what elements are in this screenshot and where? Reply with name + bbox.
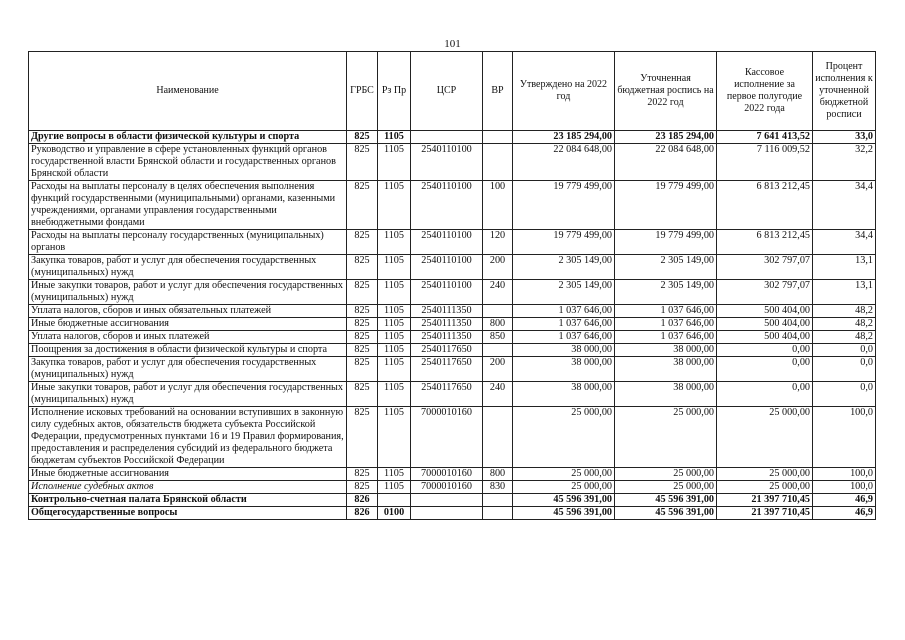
cell-grbs: 826	[347, 494, 378, 507]
cell-refined: 38 000,00	[615, 344, 717, 357]
cell-csr: 2540110100	[411, 144, 483, 181]
cell-name: Уплата налогов, сборов и иных обязательных платежей	[29, 305, 347, 318]
cell-vr	[483, 507, 513, 520]
table-row	[29, 468, 876, 481]
cell-csr	[411, 507, 483, 520]
cell-grbs: 825	[347, 181, 378, 230]
cell-cash: 0,00	[717, 382, 813, 407]
cell-approved: 1 037 646,00	[513, 305, 615, 318]
cell-refined: 1 037 646,00	[615, 305, 717, 318]
cell-name: Другие вопросы в области физической культуры и спорта	[29, 131, 347, 144]
cell-cash: 21 397 710,45	[717, 494, 813, 507]
cell-refined: 2 305 149,00	[615, 280, 717, 305]
cell-approved: 25 000,00	[513, 468, 615, 481]
cell-vr	[483, 494, 513, 507]
cell-approved: 45 596 391,00	[513, 507, 615, 520]
cell-name: Закупка товаров, работ и услуг для обеспечения государственных (муниципальных) нужд	[29, 255, 347, 280]
cell-grbs: 825	[347, 357, 378, 382]
cell-approved: 22 084 648,00	[513, 144, 615, 181]
cell-rzpr: 1105	[378, 181, 411, 230]
table-row	[29, 494, 876, 507]
cell-refined: 2 305 149,00	[615, 255, 717, 280]
cell-csr: 7000010160	[411, 468, 483, 481]
cell-csr: 2540110100	[411, 255, 483, 280]
cell-refined: 25 000,00	[615, 481, 717, 494]
cell-grbs: 826	[347, 507, 378, 520]
cell-refined: 45 596 391,00	[615, 494, 717, 507]
cell-rzpr: 1105	[378, 331, 411, 344]
cell-refined: 25 000,00	[615, 468, 717, 481]
cell-rzpr: 1105	[378, 357, 411, 382]
header-refined: Уточненная бюджетная роспись на 2022 год	[615, 52, 717, 131]
cell-approved: 19 779 499,00	[513, 230, 615, 255]
cell-rzpr: 0100	[378, 507, 411, 520]
cell-csr: 7000010160	[411, 407, 483, 468]
cell-percent: 34,4	[813, 230, 876, 255]
cell-csr: 2540110100	[411, 280, 483, 305]
cell-grbs: 825	[347, 255, 378, 280]
cell-csr: 2540117650	[411, 382, 483, 407]
cell-name: Контрольно-счетная палата Брянской области	[29, 494, 347, 507]
cell-approved: 38 000,00	[513, 382, 615, 407]
cell-rzpr: 1105	[378, 382, 411, 407]
cell-cash: 302 797,07	[717, 255, 813, 280]
table-row	[29, 280, 876, 305]
header-csr: ЦСР	[411, 52, 483, 131]
cell-percent: 13,1	[813, 280, 876, 305]
cell-vr: 200	[483, 357, 513, 382]
cell-vr: 100	[483, 181, 513, 230]
cell-csr: 2540117650	[411, 344, 483, 357]
cell-grbs: 825	[347, 318, 378, 331]
table-row	[29, 407, 876, 468]
cell-approved: 2 305 149,00	[513, 255, 615, 280]
header-vr: ВР	[483, 52, 513, 131]
cell-name: Иные бюджетные ассигнования	[29, 468, 347, 481]
cell-approved: 2 305 149,00	[513, 280, 615, 305]
cell-grbs: 825	[347, 331, 378, 344]
cell-rzpr: 1105	[378, 255, 411, 280]
cell-csr: 7000010160	[411, 481, 483, 494]
cell-vr: 240	[483, 382, 513, 407]
cell-refined: 23 185 294,00	[615, 131, 717, 144]
cell-name: Руководство и управление в сфере установленных функций органов государственной власти Брянской области и государственных органов Брянской области	[29, 144, 347, 181]
cell-percent: 0,0	[813, 344, 876, 357]
cell-cash: 0,00	[717, 344, 813, 357]
cell-name: Расходы на выплаты персоналу в целях обеспечения выполнения функций государственными (муниципальными) органами, казенными учреждениями, органами управления государственными внебюджетными фондами	[29, 181, 347, 230]
cell-csr	[411, 494, 483, 507]
cell-cash: 21 397 710,45	[717, 507, 813, 520]
cell-approved: 19 779 499,00	[513, 181, 615, 230]
cell-rzpr: 1105	[378, 318, 411, 331]
cell-grbs: 825	[347, 481, 378, 494]
cell-vr	[483, 131, 513, 144]
table-body	[29, 131, 876, 520]
cell-rzpr: 1105	[378, 468, 411, 481]
cell-approved: 1 037 646,00	[513, 318, 615, 331]
cell-refined: 22 084 648,00	[615, 144, 717, 181]
cell-refined: 1 037 646,00	[615, 331, 717, 344]
cell-approved: 25 000,00	[513, 407, 615, 468]
table-row	[29, 144, 876, 181]
cell-approved: 45 596 391,00	[513, 494, 615, 507]
cell-csr: 2540111350	[411, 331, 483, 344]
header-name: Наименование	[29, 52, 347, 131]
cell-percent: 46,9	[813, 494, 876, 507]
cell-percent: 0,0	[813, 357, 876, 382]
cell-rzpr: 1105	[378, 407, 411, 468]
cell-percent: 48,2	[813, 331, 876, 344]
table-row	[29, 344, 876, 357]
table-row	[29, 181, 876, 230]
cell-cash: 7 116 009,52	[717, 144, 813, 181]
cell-percent: 100,0	[813, 481, 876, 494]
cell-approved: 38 000,00	[513, 344, 615, 357]
cell-approved: 25 000,00	[513, 481, 615, 494]
cell-percent: 32,2	[813, 144, 876, 181]
cell-vr: 800	[483, 318, 513, 331]
cell-csr: 2540110100	[411, 230, 483, 255]
cell-vr: 850	[483, 331, 513, 344]
cell-vr	[483, 344, 513, 357]
cell-refined: 38 000,00	[615, 382, 717, 407]
cell-rzpr: 1105	[378, 280, 411, 305]
cell-percent: 33,0	[813, 131, 876, 144]
table-row	[29, 230, 876, 255]
cell-vr: 800	[483, 468, 513, 481]
cell-cash: 6 813 212,45	[717, 230, 813, 255]
cell-cash: 500 404,00	[717, 305, 813, 318]
cell-grbs: 825	[347, 305, 378, 318]
cell-vr	[483, 144, 513, 181]
cell-csr: 2540111350	[411, 305, 483, 318]
cell-name: Иные закупки товаров, работ и услуг для обеспечения государственных (муниципальных) нужд	[29, 382, 347, 407]
cell-rzpr: 1105	[378, 344, 411, 357]
table-row	[29, 331, 876, 344]
cell-approved: 23 185 294,00	[513, 131, 615, 144]
cell-rzpr	[378, 494, 411, 507]
cell-percent: 34,4	[813, 181, 876, 230]
cell-name: Иные закупки товаров, работ и услуг для обеспечения государственных (муниципальных) нужд	[29, 280, 347, 305]
cell-percent: 48,2	[813, 318, 876, 331]
cell-cash: 25 000,00	[717, 481, 813, 494]
cell-refined: 1 037 646,00	[615, 318, 717, 331]
cell-vr: 830	[483, 481, 513, 494]
budget-table	[28, 51, 876, 520]
cell-refined: 19 779 499,00	[615, 230, 717, 255]
cell-percent: 13,1	[813, 255, 876, 280]
cell-percent: 100,0	[813, 468, 876, 481]
cell-approved: 38 000,00	[513, 357, 615, 382]
cell-percent: 46,9	[813, 507, 876, 520]
cell-grbs: 825	[347, 344, 378, 357]
cell-percent: 0,0	[813, 382, 876, 407]
cell-rzpr: 1105	[378, 481, 411, 494]
cell-grbs: 825	[347, 144, 378, 181]
cell-vr	[483, 407, 513, 468]
cell-name: Уплата налогов, сборов и иных платежей	[29, 331, 347, 344]
cell-grbs: 825	[347, 280, 378, 305]
cell-approved: 1 037 646,00	[513, 331, 615, 344]
cell-grbs: 825	[347, 468, 378, 481]
cell-cash: 500 404,00	[717, 318, 813, 331]
cell-cash: 25 000,00	[717, 468, 813, 481]
cell-csr: 2540110100	[411, 181, 483, 230]
table-row	[29, 481, 876, 494]
cell-vr	[483, 305, 513, 318]
cell-name: Исполнение исковых требований на основании вступивших в законную силу судебных актов, обязательств бюджета субъекта Российской Федерации, предусмотренных пунктами 16 и 19 Правил формирования, предоставления и распределения субсидий из федерального бюджета бюджетам субъектов Российской Федерации	[29, 407, 347, 468]
cell-rzpr: 1105	[378, 230, 411, 255]
table-row	[29, 318, 876, 331]
cell-cash: 25 000,00	[717, 407, 813, 468]
header-grbs: ГРБС	[347, 52, 378, 131]
cell-name: Общегосударственные вопросы	[29, 507, 347, 520]
cell-percent: 100,0	[813, 407, 876, 468]
cell-refined: 38 000,00	[615, 357, 717, 382]
cell-cash: 6 813 212,45	[717, 181, 813, 230]
table-row	[29, 255, 876, 280]
cell-name: Иные бюджетные ассигнования	[29, 318, 347, 331]
page-number: 101	[444, 38, 461, 50]
cell-name: Исполнение судебных актов	[29, 481, 347, 494]
cell-vr: 120	[483, 230, 513, 255]
header-rzpr: Рз Пр	[378, 52, 411, 131]
cell-name: Поощрения за достижения в области физической культуры и спорта	[29, 344, 347, 357]
table-row	[29, 131, 876, 144]
cell-vr: 200	[483, 255, 513, 280]
table-row	[29, 357, 876, 382]
cell-refined: 45 596 391,00	[615, 507, 717, 520]
cell-csr	[411, 131, 483, 144]
cell-grbs: 825	[347, 131, 378, 144]
cell-rzpr: 1105	[378, 305, 411, 318]
header-cash: Кассовое исполнение за первое полугодие 2022 года	[717, 52, 813, 131]
cell-csr: 2540117650	[411, 357, 483, 382]
table-row	[29, 382, 876, 407]
cell-percent: 48,2	[813, 305, 876, 318]
cell-csr: 2540111350	[411, 318, 483, 331]
header-approved: Утверждено на 2022 год	[513, 52, 615, 131]
cell-grbs: 825	[347, 382, 378, 407]
cell-grbs: 825	[347, 230, 378, 255]
cell-name: Расходы на выплаты персоналу государственных (муниципальных) органов	[29, 230, 347, 255]
cell-rzpr: 1105	[378, 131, 411, 144]
cell-cash: 0,00	[717, 357, 813, 382]
cell-cash: 302 797,07	[717, 280, 813, 305]
cell-name: Закупка товаров, работ и услуг для обеспечения государственных (муниципальных) нужд	[29, 357, 347, 382]
table-row	[29, 305, 876, 318]
cell-rzpr: 1105	[378, 144, 411, 181]
cell-vr: 240	[483, 280, 513, 305]
table-row	[29, 507, 876, 520]
cell-refined: 25 000,00	[615, 407, 717, 468]
cell-grbs: 825	[347, 407, 378, 468]
cell-refined: 19 779 499,00	[615, 181, 717, 230]
header-percent: Процент исполнения к уточненной бюджетной росписи	[813, 52, 876, 131]
table-header-row	[29, 52, 876, 131]
cell-cash: 7 641 413,52	[717, 131, 813, 144]
cell-cash: 500 404,00	[717, 331, 813, 344]
